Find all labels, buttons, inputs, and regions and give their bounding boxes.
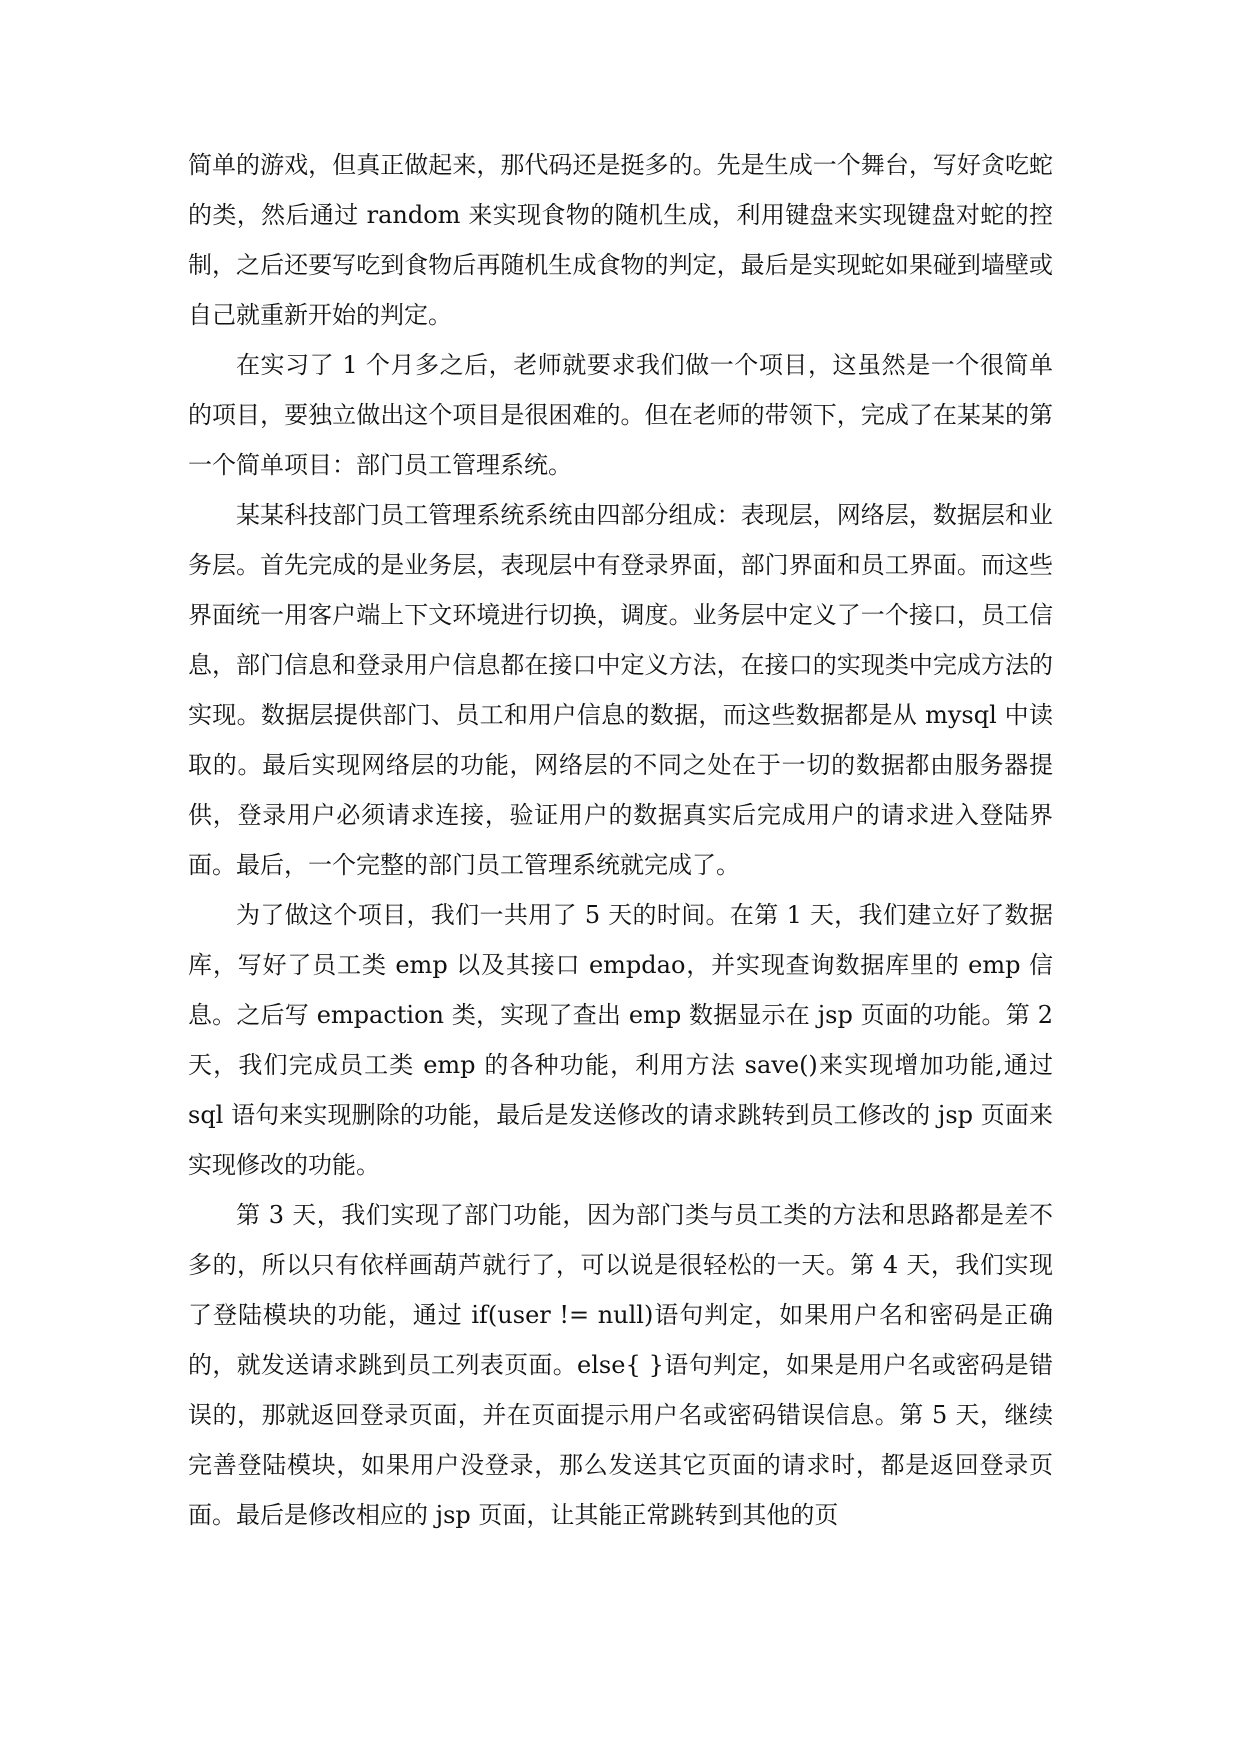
paragraph-1: 简单的游戏，但真正做起来，那代码还是挺多的。先是生成一个舞台，写好贪吃蛇的类，然后通过 random 来实现食物的随机生成，利用键盘来实现键盘对蛇的控制，之后还要写吃到食物后再随机生成食物的判定，最后是实现蛇如果碰到墙壁或自己就重新开始的判定。 xyxy=(188,151,1053,329)
paragraph-4: 为了做这个项目，我们一共用了 5 天的时间。在第 1 天，我们建立好了数据库，写好了员工类 emp 以及其接口 empdao，并实现查询数据库里的 emp 信息。之后写 empaction 类，实现了查出 emp 数据显示在 jsp 页面的功能。第 2 天，我们完成员工类 emp 的各种功能，利用方法 save()来实现增加功能,通过 sql 语句来实现删除的功能，最后是发送修改的请求跳转到员工修改的 jsp 页面来实现修改的功能。 xyxy=(188,901,1053,1179)
paragraph-3: 某某科技部门员工管理系统系统由四部分组成：表现层，网络层，数据层和业务层。首先完成的是业务层，表现层中有登录界面，部门界面和员工界面。而这些界面统一用客户端上下文环境进行切换，调度。业务层中定义了一个接口，员工信息，部门信息和登录用户信息都在接口中定义方法，在接口的实现类中完成方法的实现。数据层提供部门、员工和用户信息的数据，而这些数据都是从 mysql 中读取的。最后实现网络层的功能，网络层的不同之处在于一切的数据都由服务器提供，登录用户必须请求连接，验证用户的数据真实后完成用户的请求进入登陆界面。最后，一个完整的部门员工管理系统就完成了。 xyxy=(188,501,1053,879)
document-body xyxy=(188,140,1053,1540)
paragraph-5: 第 3 天，我们实现了部门功能，因为部门类与员工类的方法和思路都是差不多的，所以只有依样画葫芦就行了，可以说是很轻松的一天。第 4 天，我们实现了登陆模块的功能，通过 if(user != null)语句判定，如果用户名和密码是正确的，就发送请求跳到员工列表页面。else{ }语句判定，如果是用户名或密码是错误的，那就返回登录页面，并在页面提示用户名或密码错误信息。第 5 天，继续完善登陆模块，如果用户没登录，那么发送其它页面的请求时，都是返回登录页面。最后是修改相应的 jsp 页面，让其能正常跳转到其他的页 xyxy=(188,1201,1053,1529)
paragraph-2: 在实习了 1 个月多之后，老师就要求我们做一个项目，这虽然是一个很简单的项目，要独立做出这个项目是很困难的。但在老师的带领下，完成了在某某的第一个简单项目：部门员工管理系统。 xyxy=(188,351,1053,479)
